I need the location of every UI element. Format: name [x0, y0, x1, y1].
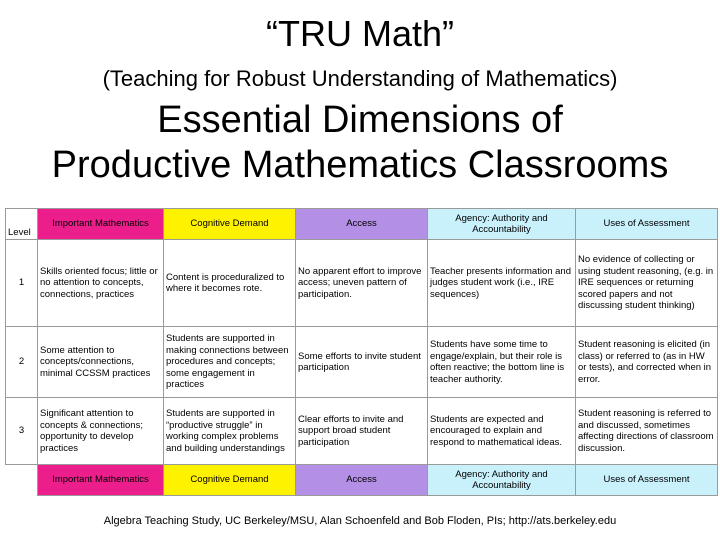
- uses-cell: Student reasoning is elicited (in class) or referred to (as in HW or tests), and corrected when in error.: [576, 327, 718, 398]
- access-cell: Some efforts to invite student participation: [296, 327, 428, 398]
- header-level: Level: [6, 209, 38, 240]
- dimensions-table: [5, 208, 718, 496]
- uses-cell: Student reasoning is referred to and discussed, sometimes affecting directions of classroom discussion.: [576, 398, 718, 465]
- header-important-mathematics: Important Mathematics: [38, 209, 164, 240]
- cognitive-cell: Content is proceduralized to where it becomes rote.: [164, 240, 296, 327]
- access-cell: Clear efforts to invite and support broad student participation: [296, 398, 428, 465]
- cognitive-cell: Students are supported in making connections between procedures and concepts; some engagement in practices: [164, 327, 296, 398]
- page-title: “TRU Math”: [266, 13, 454, 54]
- table-header-row: [6, 209, 718, 240]
- level-cell: 3: [6, 398, 38, 465]
- table-row: [6, 327, 718, 398]
- footer-access: Access: [296, 465, 428, 496]
- agency-cell: Students are expected and encouraged to explain and respond to mathematical ideas.: [428, 398, 576, 465]
- math-cell: Skills oriented focus; little or no attention to concepts, connections, practices: [38, 240, 164, 327]
- access-cell: No apparent effort to improve access; uneven pattern of participation.: [296, 240, 428, 327]
- header-cognitive-demand: Cognitive Demand: [164, 209, 296, 240]
- agency-cell: Teacher presents information and judges student work (i.e., IRE sequences): [428, 240, 576, 327]
- header-access: Access: [296, 209, 428, 240]
- header-agency: Agency: Authority and Accountability: [428, 209, 576, 240]
- credits-footer: Algebra Teaching Study, UC Berkeley/MSU, Alan Schoenfeld and Bob Floden, PIs; http://ats.berkeley.edu: [103, 515, 617, 527]
- header-uses-of-assessment: Uses of Assessment: [576, 209, 718, 240]
- agency-cell: Students have some time to engage/explain, but their role is often reactive; the bottom line is teacher authority.: [428, 327, 576, 398]
- heading-line-1: Essential Dimensions of: [157, 99, 563, 141]
- table-row: [6, 398, 718, 465]
- footer-important-mathematics: Important Mathematics: [38, 465, 164, 496]
- math-cell: Significant attention to concepts & connections; opportunity to develop practices: [38, 398, 164, 465]
- footer-uses-of-assessment: Uses of Assessment: [576, 465, 718, 496]
- page-subtitle: (Teaching for Robust Understanding of Mathematics): [102, 66, 618, 91]
- uses-cell: No evidence of collecting or using student reasoning, (e.g. in IRE sequences or returning scored papers and not discussing student thinking): [576, 240, 718, 327]
- table-row: [6, 240, 718, 327]
- footer-cognitive-demand: Cognitive Demand: [164, 465, 296, 496]
- level-cell: 1: [6, 240, 38, 327]
- math-cell: Some attention to concepts/connections, minimal CCSSM practices: [38, 327, 164, 398]
- footer-blank-cell: [6, 465, 38, 496]
- cognitive-cell: Students are supported in “productive struggle” in working complex problems and building understandings: [164, 398, 296, 465]
- heading-line-2: Productive Mathematics Classrooms: [51, 144, 669, 186]
- footer-agency: Agency: Authority and Accountability: [428, 465, 576, 496]
- level-cell: 2: [6, 327, 38, 398]
- table-footer-row: [6, 465, 718, 496]
